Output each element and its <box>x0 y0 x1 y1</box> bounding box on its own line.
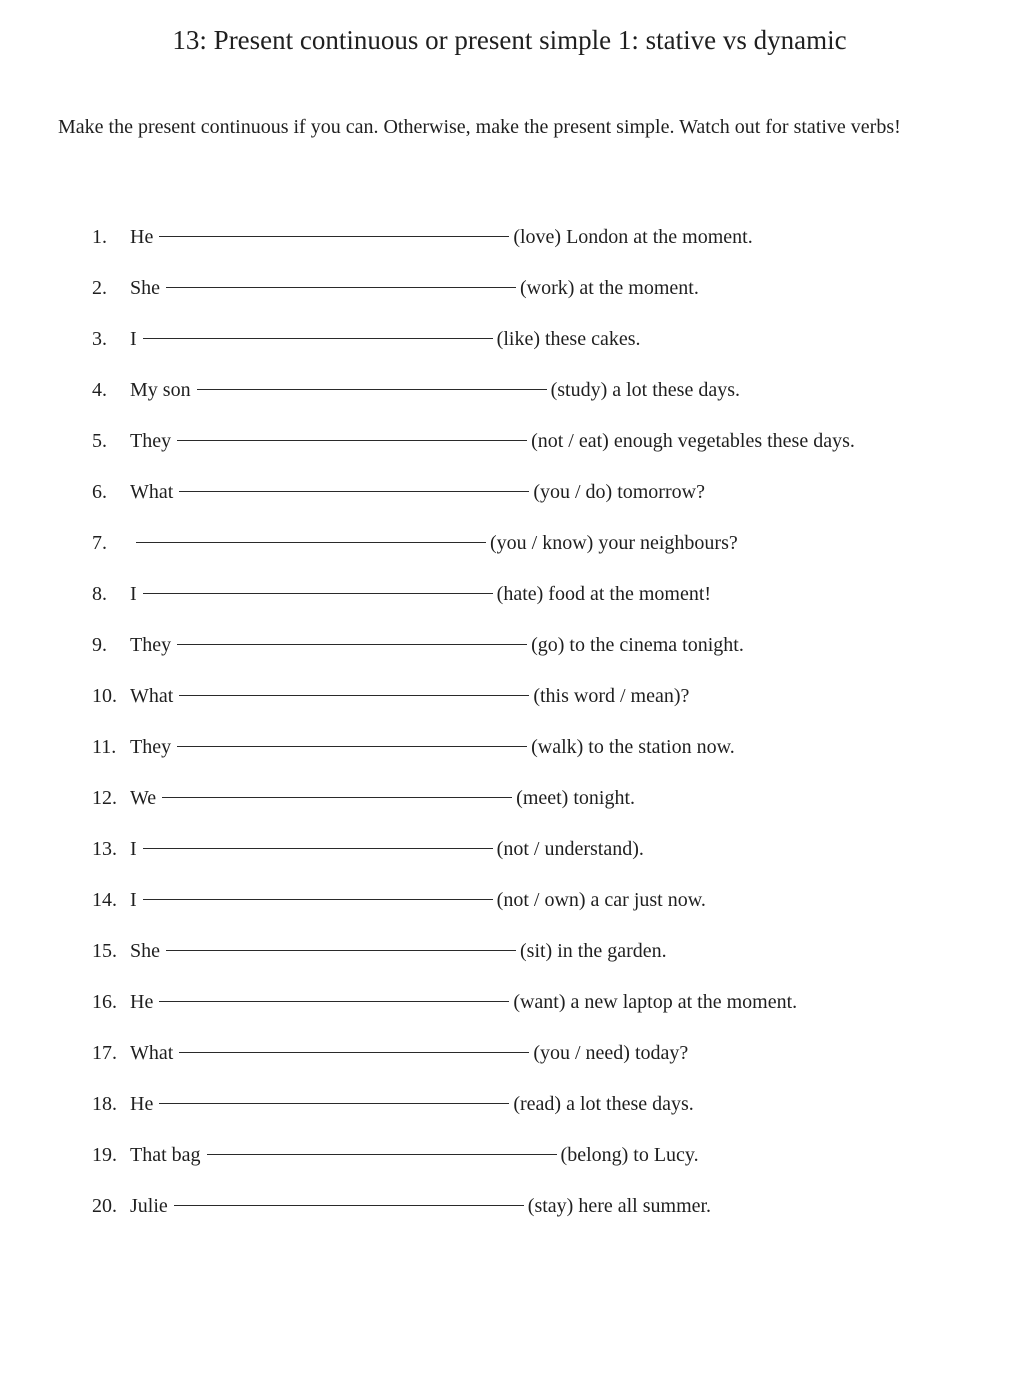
answer-blank <box>174 1203 524 1206</box>
item-hint: (sit) in the garden. <box>520 940 667 962</box>
answer-blank <box>166 285 516 288</box>
answer-blank <box>177 642 527 645</box>
item-hint: (not / own) a car just now. <box>496 889 706 911</box>
item-subject: Julie <box>130 1195 168 1217</box>
item-hint: (work) at the moment. <box>520 277 699 299</box>
item-hint: (belong) to Lucy. <box>560 1144 699 1166</box>
answer-blank <box>177 744 527 747</box>
item-hint: (read) a lot these days. <box>513 1093 694 1115</box>
item-hint: (not / understand). <box>496 838 644 860</box>
item-number: 18. <box>92 1093 117 1115</box>
answer-blank <box>179 1050 529 1053</box>
exercise-item <box>0 574 1019 625</box>
item-hint: (go) to the cinema tonight. <box>531 634 744 656</box>
item-hint: (you / know) your neighbours? <box>490 532 738 554</box>
item-subject: They <box>130 736 172 758</box>
exercise-item <box>0 931 1019 982</box>
exercise-item <box>0 217 1019 268</box>
item-subject: I <box>130 328 137 350</box>
exercise-item <box>0 421 1019 472</box>
answer-blank <box>143 591 493 594</box>
item-subject: What <box>130 1042 174 1064</box>
item-number: 11. <box>92 736 117 758</box>
item-hint: (love) London at the moment. <box>513 226 753 248</box>
item-hint: (stay) here all summer. <box>527 1195 712 1217</box>
answer-blank <box>177 438 527 441</box>
item-subject: They <box>130 634 172 656</box>
item-subject: What <box>130 685 174 707</box>
item-number: 2. <box>92 277 107 299</box>
item-subject: He <box>130 991 154 1013</box>
answer-blank <box>143 846 493 849</box>
answer-blank <box>159 234 509 237</box>
exercise-item <box>0 625 1019 676</box>
exercise-item <box>0 370 1019 421</box>
item-hint: (not / eat) enough vegetables these days. <box>531 430 855 452</box>
worksheet-title: 13: Present continuous or present simple 1: stative vs dynamic <box>172 25 847 55</box>
item-number: 16. <box>92 991 117 1013</box>
answer-blank <box>179 693 529 696</box>
item-hint: (this word / mean)? <box>533 685 690 707</box>
item-hint: (hate) food at the moment! <box>496 583 712 605</box>
answer-blank <box>159 999 509 1002</box>
exercise-item <box>0 472 1019 523</box>
exercise-item <box>0 319 1019 370</box>
item-number: 12. <box>92 787 117 809</box>
item-number: 19. <box>92 1144 117 1166</box>
item-subject: We <box>130 787 157 809</box>
item-hint: (like) these cakes. <box>496 328 641 350</box>
item-hint: (walk) to the station now. <box>531 736 735 758</box>
item-subject: That bag <box>130 1144 201 1166</box>
answer-blank <box>159 1101 509 1104</box>
item-subject: I <box>130 838 137 860</box>
exercise-item <box>0 727 1019 778</box>
answer-blank <box>143 336 493 339</box>
exercise-item <box>0 523 1019 574</box>
instructions-text: Make the present continuous if you can. Otherwise, make the present simple. Watch out for stative verbs! <box>58 116 901 138</box>
item-number: 13. <box>92 838 117 860</box>
item-subject: I <box>130 889 137 911</box>
exercise-item <box>0 1033 1019 1084</box>
exercise-item <box>0 1084 1019 1135</box>
exercise-item <box>0 982 1019 1033</box>
item-subject: What <box>130 481 174 503</box>
exercise-list <box>0 217 1019 1237</box>
item-hint: (want) a new laptop at the moment. <box>513 991 798 1013</box>
item-number: 14. <box>92 889 117 911</box>
answer-blank <box>143 897 493 900</box>
item-number: 20. <box>92 1195 117 1217</box>
item-subject: He <box>130 226 154 248</box>
exercise-item <box>0 1186 1019 1237</box>
item-number: 4. <box>92 379 107 401</box>
item-number: 15. <box>92 940 117 962</box>
item-hint: (you / need) today? <box>533 1042 689 1064</box>
exercise-item <box>0 676 1019 727</box>
item-hint: (meet) tonight. <box>516 787 636 809</box>
item-number: 17. <box>92 1042 117 1064</box>
exercise-item <box>0 829 1019 880</box>
item-subject: She <box>130 277 160 299</box>
exercise-item <box>0 778 1019 829</box>
item-subject: They <box>130 430 172 452</box>
item-subject: She <box>130 940 160 962</box>
item-number: 3. <box>92 328 107 350</box>
item-number: 9. <box>92 634 107 656</box>
answer-blank <box>207 1152 557 1155</box>
answer-blank <box>162 795 512 798</box>
item-number: 6. <box>92 481 107 503</box>
item-subject: My son <box>130 379 191 401</box>
item-number: 7. <box>92 532 107 554</box>
answer-blank <box>136 540 486 543</box>
exercise-item <box>0 268 1019 319</box>
answer-blank <box>197 387 547 390</box>
item-number: 8. <box>92 583 107 605</box>
exercise-item <box>0 1135 1019 1186</box>
item-subject: I <box>130 583 137 605</box>
item-hint: (you / do) tomorrow? <box>533 481 705 503</box>
item-number: 1. <box>92 226 107 248</box>
item-hint: (study) a lot these days. <box>550 379 740 401</box>
item-number: 10. <box>92 685 117 707</box>
answer-blank <box>179 489 529 492</box>
exercise-item <box>0 880 1019 931</box>
answer-blank <box>166 948 516 951</box>
item-subject: He <box>130 1093 154 1115</box>
item-number: 5. <box>92 430 107 452</box>
